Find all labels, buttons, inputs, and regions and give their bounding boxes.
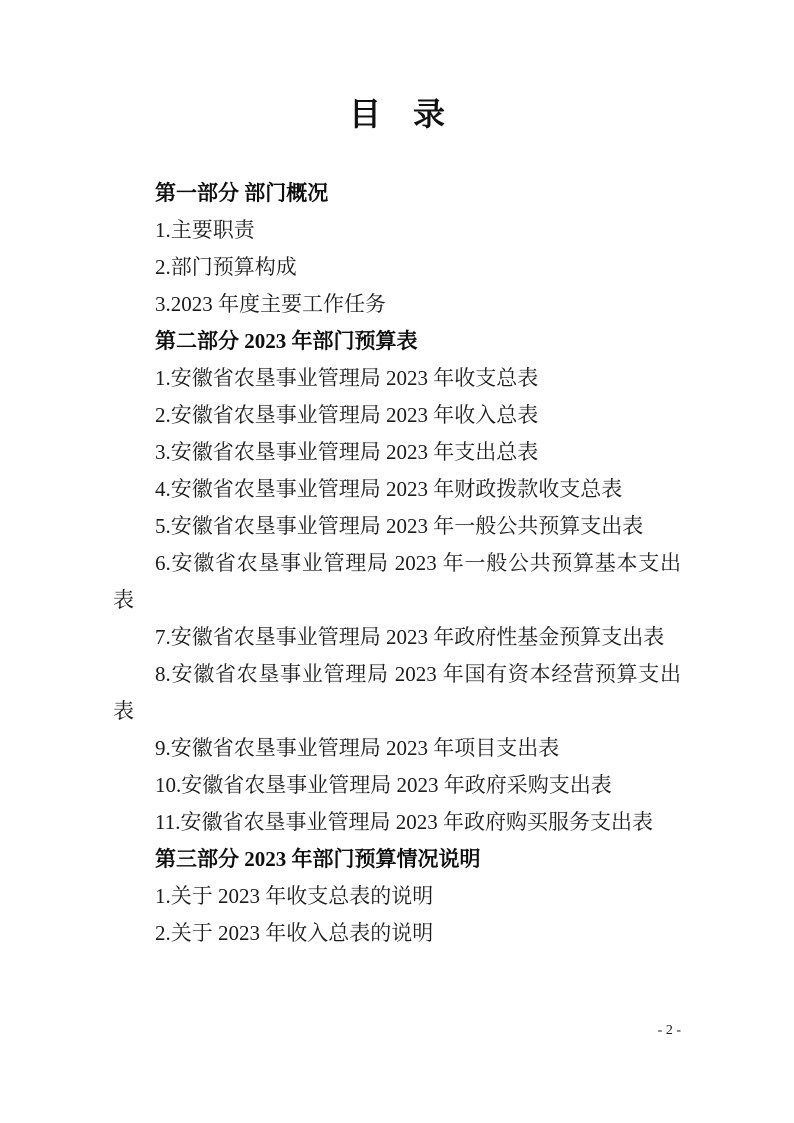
toc-entry: 5.安徽省农垦事业管理局 2023 年一般公共预算支出表 bbox=[155, 514, 644, 538]
toc-entry: 1.主要职责 bbox=[155, 218, 255, 242]
toc-entry: 4.安徽省农垦事业管理局 2023 年财政拨款收支总表 bbox=[155, 477, 623, 501]
toc-entry: 2.部门预算构成 bbox=[155, 255, 297, 279]
toc-entry: 2.安徽省农垦事业管理局 2023 年收入总表 bbox=[155, 403, 539, 427]
toc-entry: 3.2023 年度主要工作任务 bbox=[155, 292, 386, 316]
toc-entry: 7.安徽省农垦事业管理局 2023 年政府性基金预算支出表 bbox=[155, 625, 665, 649]
toc-section-heading-3: 第三部分 2023 年部门预算情况说明 bbox=[155, 847, 481, 871]
toc-entry: 1.关于 2023 年收支总表的说明 bbox=[155, 884, 434, 908]
toc-entry: 3.安徽省农垦事业管理局 2023 年支出总表 bbox=[155, 440, 539, 464]
toc-section-heading-2: 第二部分 2023 年部门预算表 bbox=[155, 329, 418, 353]
page-number: - 2 - bbox=[657, 1023, 681, 1038]
table-of-contents bbox=[113, 175, 681, 952]
toc-entry: 6.安徽省农垦事业管理局 2023 年一般公共预算基本支出表 bbox=[113, 551, 681, 612]
toc-section-heading-1: 第一部分 部门概况 bbox=[155, 181, 329, 205]
toc-entry: 8.安徽省农垦事业管理局 2023 年国有资本经营预算支出表 bbox=[113, 662, 681, 723]
toc-entry: 10.安徽省农垦事业管理局 2023 年政府采购支出表 bbox=[155, 773, 612, 797]
toc-entry: 1.安徽省农垦事业管理局 2023 年收支总表 bbox=[155, 366, 539, 390]
toc-entry: 9.安徽省农垦事业管理局 2023 年项目支出表 bbox=[155, 736, 560, 760]
page-title: 目 录 bbox=[348, 96, 445, 132]
toc-entry: 2.关于 2023 年收入总表的说明 bbox=[155, 921, 434, 945]
toc-entry: 11.安徽省农垦事业管理局 2023 年政府购买服务支出表 bbox=[155, 810, 653, 834]
